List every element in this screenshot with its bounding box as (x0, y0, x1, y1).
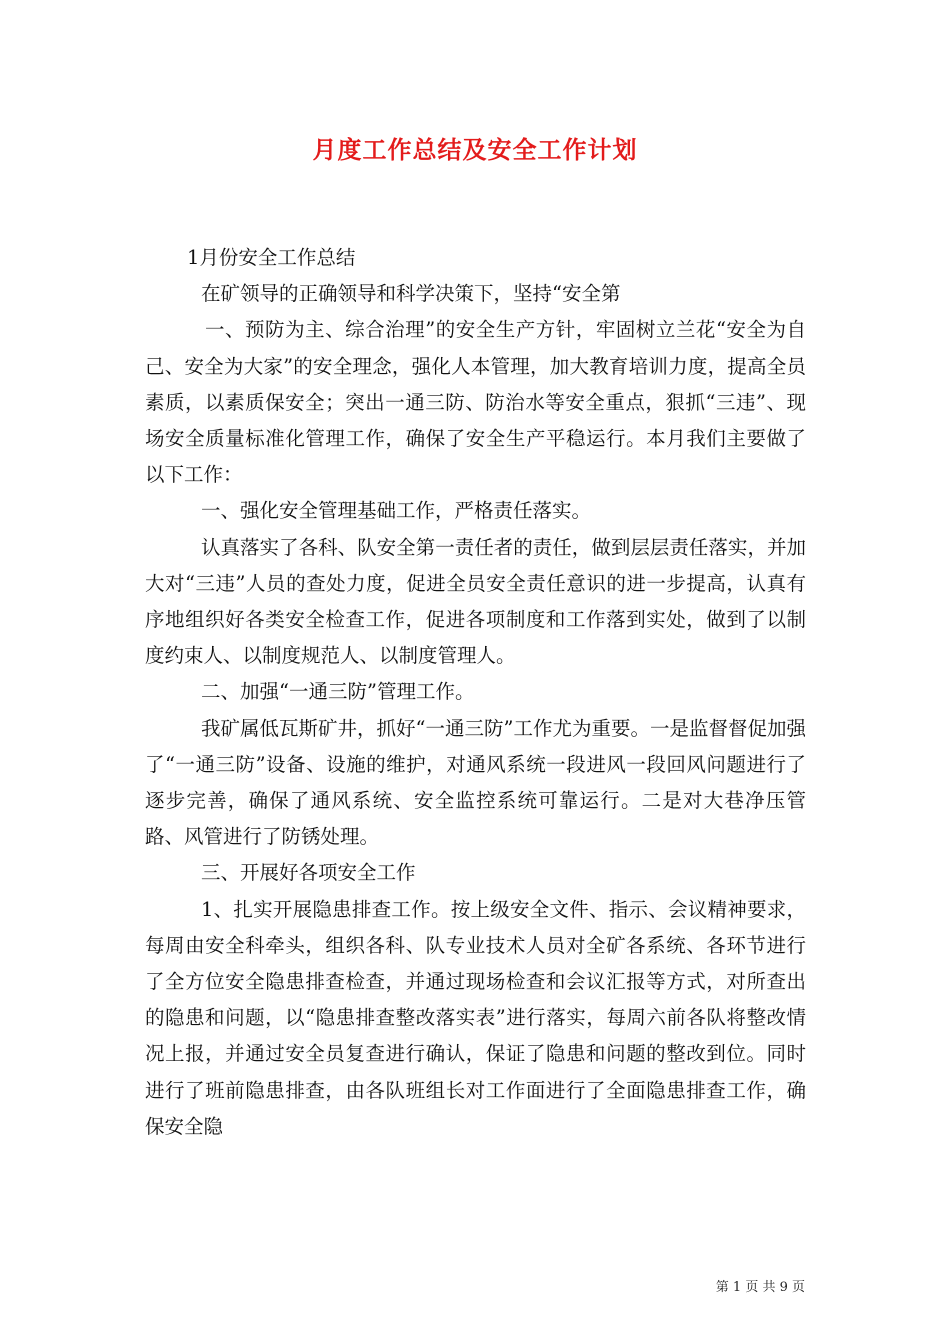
body-paragraph: 1、扎实开展隐患排查工作。按上级安全文件、指示、会议精神要求，每周由安全科牵头，组织各科、队专业技术人员对全矿各系统、各环节进行了全方位安全隐患排查检查，并通过现场检查和会议汇报等方式，对所查出的隐患和问题，以“隐患排查整改落实表”进行落实，每周六前各队将整改情况上报，并通过安全员复查进行确认，保证了隐患和问题的整改到位。同时进行了班前隐患排查，由各队班组长对工作面进行了全面隐患排查工作，确保安全隐 (145, 897, 806, 1138)
body-paragraph: 一、预防为主、综合治理”的安全生产方针，牢固树立兰花“安全为自己、安全为大家”的安全理念，强化人本管理，加大教育培训力度，提高全员素质，以素质保安全；突出一通三防、防治水等安全重点，狠抓“三违”、现场安全质量标准化管理工作，确保了安全生产平稳运行。本月我们主要做了以下工作： (145, 318, 806, 487)
body-paragraph: 我矿属低瓦斯矿井，抓好“一通三防”工作尤为重要。一是监督督促加强了“一通三防”设备、设施的维护，对通风系统一段进风一段回风问题进行了逐步完善，确保了通风系统、安全监控系统可靠运行。二是对大巷净压管路、风管进行了防锈处理。 (145, 716, 806, 849)
body-paragraph: 认真落实了各科、队安全第一责任者的责任，做到层层责任落实，并加大对“三违”人员的查处力度，促进全员安全责任意识的进一步提高，认真有序地组织好各类安全检查工作，促进各项制度和工作落到实处，做到了以制度约束人、以制度规范人、以制度管理人。 (145, 535, 806, 668)
section-heading: 一、强化安全管理基础工作，严格责任落实。 (201, 499, 592, 523)
body-paragraph: 在矿领导的正确领导和科学决策下，坚持“安全第 (201, 282, 621, 306)
section-heading: 二、加强“一通三防”管理工作。 (201, 680, 475, 704)
page-number-footer: 第 1 页 共 9 页 (715, 1280, 805, 1295)
section-heading: 1月份安全工作总结 (187, 246, 356, 269)
document-body (145, 240, 806, 1145)
document-title: 月度工作总结及安全工作计划 (312, 135, 638, 164)
section-heading: 三、开展好各项安全工作 (201, 861, 416, 885)
